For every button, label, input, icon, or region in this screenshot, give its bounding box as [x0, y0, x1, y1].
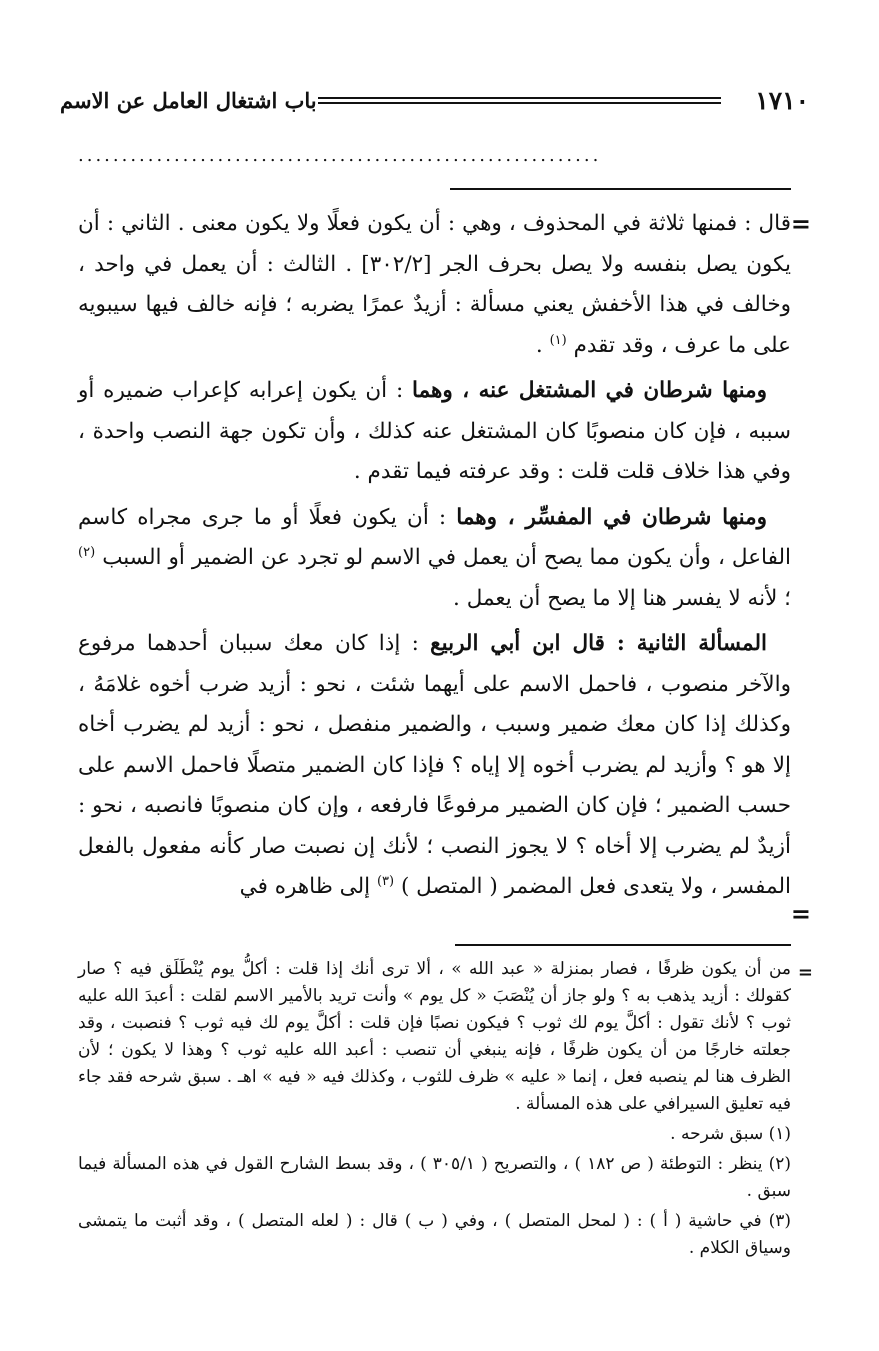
paragraph-1-end: .	[535, 332, 550, 358]
paragraph-1-text: قال : فمنها ثلاثة في المحذوف ، وهي : أن يكون فعلًا ولا يكون معنى . الثاني : أن يكون يصل بنفسه ولا يصل بحرف الجر [٣٠٢/٢] . الثالث : أن يعمل في واحد ، وخالف في هذا الأخفش يعني مسألة : أزيدٌ عمرًا يضربه ؛ فإنه خالف فيها سيبويه على ما عرف ، وقد تقدم	[78, 211, 792, 358]
page-number: ١٧١٠	[755, 86, 809, 115]
running-header	[60, 86, 809, 120]
footnotes	[78, 956, 791, 1265]
main-text	[78, 204, 791, 913]
footnote-3: (٣) في حاشية ( أ ) : ( لمحل المتصل ) ، وفي ( ب ) قال : ( لعله المتصل ) ، وقد أثبت ما يتمشى وسياق الكلام .	[78, 1211, 791, 1258]
header-double-rule	[318, 97, 721, 104]
paragraph-4-text-b: إلى ظاهره في	[239, 874, 377, 899]
footnote-2: (٢) ينظر : التوطئة ( ص ١٨٢ ) ، والتصريح ( ٣٠٥/١ ) ، وقد بسط الشارح القول في هذه المسألة فيما سبق .	[78, 1154, 792, 1201]
paragraph-4	[78, 624, 791, 908]
paragraph-2	[78, 371, 791, 493]
paragraph-3-heading: ومنها شرطان في المفسِّر ، وهما	[456, 504, 767, 530]
footnote-ref-1: (١)	[549, 332, 567, 348]
dotted-separator: ............................................................	[78, 146, 602, 166]
paragraph-3	[78, 498, 791, 620]
paragraph-3-text-b: ؛ لأنه لا يفسر هنا إلا ما يصح أن يعمل .	[453, 585, 791, 611]
paragraph-4-text-a: : إذا كان معك سببان أحدهما مرفوع والآخر منصوب ، فاحمل الاسم على أيهما شئت ، نحو : أزيد ضرب أخوه غلامَهُ ، وكذلك إذا كان معك ضمير وسبب ، والضمير منفصل ، نحو : أزيد لم يضرب أخاه إلا هو ؟ وأزيد لم يضرب أخوه إلا إياه ؟ فإذا كان الضمير متصلًا فاحمل الاسم على حسب الضمير ؛ فإن كان الضمير مرفوعًا فارفعه ، وإن كان منصوبًا فانصبه ، نحو : أزيدٌ لم يضرب إلا أخاه ؟ لا يجوز النصب ؛ لأنك إن نصبت صار كأنه مفعول بالفعل المفسر ، ولا يتعدى فعل المضمر ( المتصل )	[78, 631, 791, 899]
footnote-continued: من أن يكون ظرفًا ، فصار بمنزلة « عبد الله » ، ألا ترى أنك إذا قلت : أكلُّ يوم يُنْطَلَق فيه ؟ صار كقولك : أزيد يذهب به ؟ ولو جاز أن يُنْصَبَ « كل يوم » وأنت تريد بالأمير الاسم لقلت : أعبدَ الله عليه ثوب ؟ لأنك تقول : أكلَّ يوم لك ثوب ؟ فيكون نصبًا فإن قلت : أكلَّ يوم لك فيه ثوب ؟ فنصبت ، وقد جعلته خارجًا من أن يكون ظرفًا ، فإنه ينبغي أن تنصب : أعبد الله عليه ثوب ؟ وهذا لا يكون ؛ لأن الظرف هنا لم ينصبه فعل ، إنما « عليه » ظرف للثوب ، وكذلك فيه « فيه » اهـ . سبق شرحه فقد جاء فيه تعليق السيرافي على هذه المسألة .	[78, 959, 791, 1114]
footnote-ref-2: (٢)	[78, 544, 96, 560]
continuation-mark-footnote: =	[797, 962, 813, 983]
chapter-title: باب اشتغال العامل عن الاسم	[60, 88, 317, 113]
continuation-mark-bottom: =	[790, 899, 811, 928]
paragraph-3-text-a: : أن يكون فعلًا أو ما جرى مجراه كاسم الفاعل ، وأن يكون مما يصح أن يعمل في الاسم لو تجرد عن الضمير أو السبب	[78, 504, 791, 570]
continuation-mark-top: =	[790, 209, 811, 238]
paragraph-4-heading: المسألة الثانية : قال ابن أبي الربيع	[430, 631, 767, 656]
footnote-1: (١) سبق شرحه .	[670, 1124, 791, 1144]
footnote-rule	[455, 944, 791, 946]
paragraph-2-text: : أن يكون إعرابه كإعراب ضميره أو سببه ، فإن كان منصوبًا كان المشتغل عنه كذلك ، وأن تكون جهة النصب واحدة ، وفي هذا خلاف قلت قلت : وقد عرفته فيما تقدم .	[78, 378, 791, 484]
paragraph-1	[78, 204, 791, 366]
paragraph-2-heading: ومنها شرطان في المشتغل عنه ، وهما	[412, 378, 767, 403]
section-rule	[450, 188, 791, 190]
footnote-ref-3: (٣)	[376, 873, 395, 889]
